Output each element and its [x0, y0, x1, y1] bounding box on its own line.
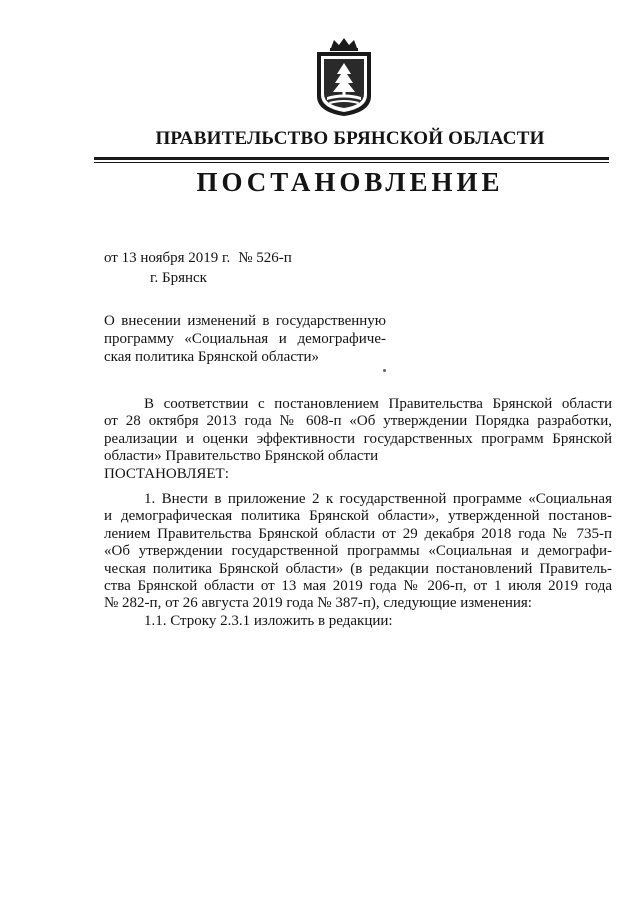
scan-speck [383, 369, 386, 372]
document-city: г. Брянск [150, 270, 207, 286]
item1-line: 1. Внести в приложение 2 к государственной программе «Социальная [144, 491, 612, 508]
item1-1-line: 1.1. Строку 2.3.1 изложить в редакции: [144, 612, 393, 629]
header-rule-thick [94, 157, 609, 160]
government-title: ПРАВИТЕЛЬСТВО БРЯНСКОЙ ОБЛАСТИ [155, 128, 545, 149]
header-rule-thin [94, 162, 609, 163]
document-type: ПОСТАНОВЛЕНИЕ [196, 167, 504, 197]
preamble-line: В соответствии с постановлением Правительства Брянской области [144, 396, 612, 412]
subject-line: программу «Социальная и демографиче- [104, 331, 386, 347]
item1-line: лением Правительства Брянской области от 29 декабря 2018 года № 735-п [104, 525, 612, 542]
item1-line: и демографическая политика Брянской области», утвержденной постанов- [104, 508, 612, 525]
document-body [104, 396, 612, 630]
item1-line: ческая политика Брянской области» (в редакции постановлений Правитель- [104, 560, 612, 577]
preamble-line: реализации и оценки эффективности государственных программ Брянской [104, 430, 612, 447]
subject-line: ская политика Брянской области» [104, 349, 320, 365]
item1-line: № 282-п, от 26 августа 2019 года № 387-п), следующие изменения: [104, 595, 532, 612]
document-number: № 526-п [238, 250, 292, 266]
document-subject [104, 312, 386, 366]
preamble-line: от 28 октября 2013 года № 608-п «Об утверждении Порядка разработки, [104, 413, 612, 430]
preamble-line: области» Правительство Брянской области [104, 448, 379, 465]
resolves-heading: ПОСТАНОВЛЯЕТ: [104, 465, 229, 482]
item1-line: ства Брянской области от 13 мая 2019 года № 206-п, от 1 июля 2019 года [104, 578, 612, 595]
subject-line: О внесении изменений в государственную [104, 313, 386, 329]
document-date-line [104, 250, 292, 267]
item1-line: «Об утверждении государственной программы «Социальная и демографи- [104, 543, 612, 560]
document-date: от 13 ноября 2019 г. [104, 250, 231, 266]
coat-of-arms-icon [311, 36, 377, 118]
